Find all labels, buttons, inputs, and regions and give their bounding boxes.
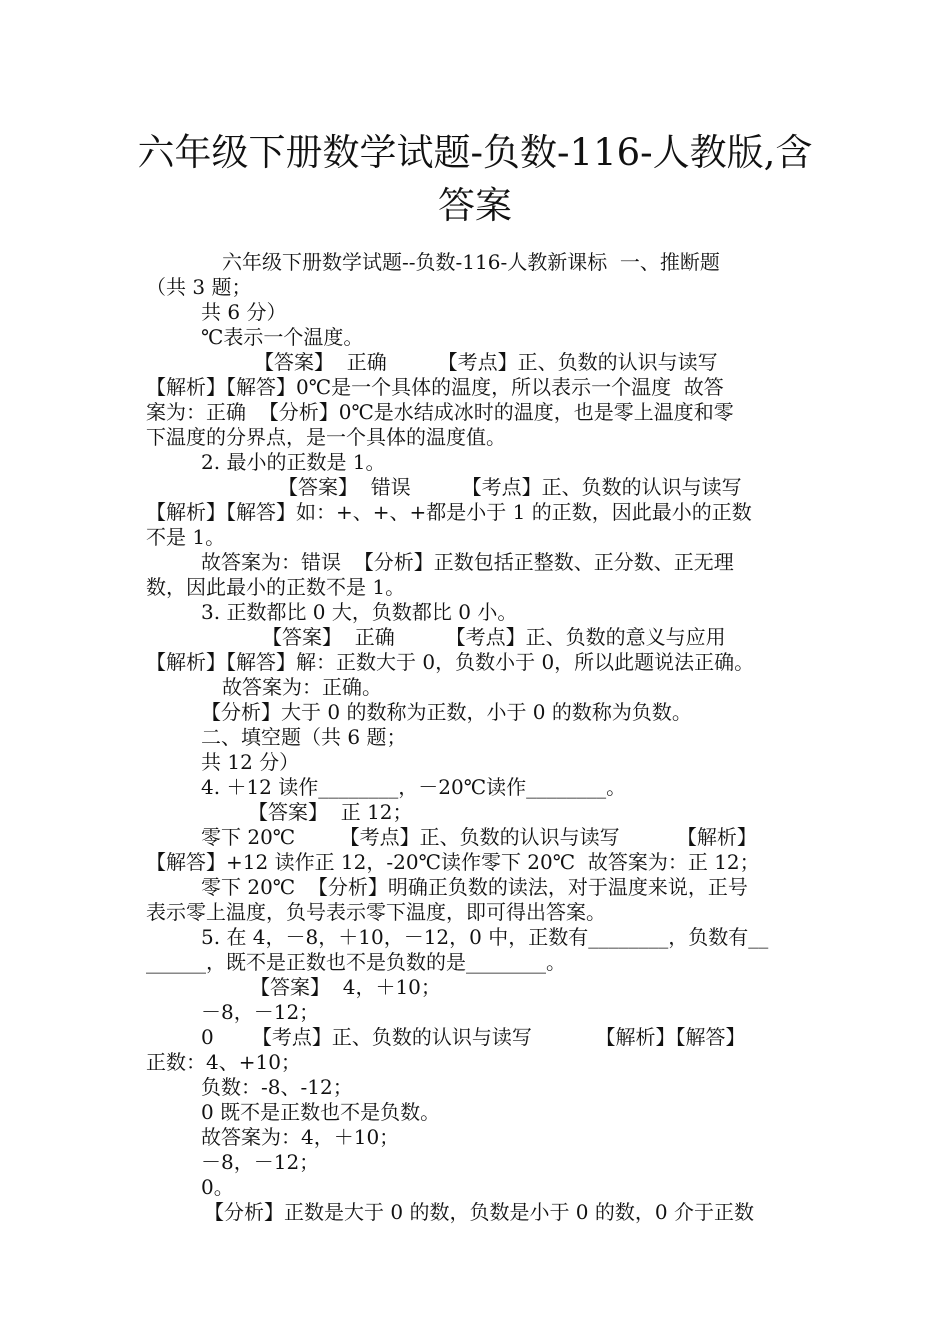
body-line: 共 12 分） — [201, 750, 300, 774]
body-line: 表示零上温度，负号表示零下温度，即可得出答案。 — [146, 900, 606, 924]
body-line: 正数：4、+10； — [146, 1050, 301, 1074]
body-line: 六年级下册数学试题--负数-116-人教新课标 一、推断题 — [222, 250, 720, 274]
document-title-line-1: 六年级下册数学试题-负数-116-人教版,含 — [137, 131, 813, 174]
body-line: －8，－12； — [201, 1150, 320, 1174]
body-line: 【解析】【解答】0℃是一个具体的温度，所以表示一个温度 故答 — [146, 375, 724, 399]
body-line: 【答案】 正确 【考点】正、负数的认识与读写 — [254, 350, 718, 374]
body-line: 案为：正确 【分析】0℃是水结成冰时的温度，也是零上温度和零 — [146, 400, 734, 424]
document-title-line-2: 答案 — [438, 184, 512, 227]
body-line: 【解析】【解答】解：正数大于 0，负数小于 0，所以此题说法正确。 — [146, 650, 755, 674]
body-line: ℃表示一个温度。 — [201, 325, 364, 349]
body-line: 故答案为：错误 【分析】正数包括正整数、正分数、正无理 — [201, 550, 734, 574]
body-line: 0 【考点】正、负数的认识与读写 【解析】【解答】 — [201, 1025, 746, 1049]
body-line: 故答案为：4，＋10； — [201, 1125, 400, 1149]
body-line: 数，因此最小的正数不是 1。 — [146, 575, 406, 599]
body-line: 【答案】 正 12； — [248, 800, 413, 824]
body-line: 0 既不是正数也不是负数。 — [201, 1100, 441, 1124]
body-line: 不是 1。 — [146, 525, 226, 549]
body-line: 故答案为：正确。 — [222, 675, 382, 699]
body-line: 5. 在 4，－8，＋10，－12，0 中，正数有________，负数有__ — [201, 925, 769, 949]
body-line: 4. ＋12 读作________，－20℃读作________。 — [201, 775, 627, 799]
body-line: 【分析】大于 0 的数称为正数，小于 0 的数称为负数。 — [201, 700, 692, 724]
body-line: 共 6 分） — [201, 300, 287, 324]
body-line: 【解析】【解答】如：+、+、+都是小于 1 的正数，因此最小的正数 — [146, 500, 752, 524]
body-line: 【答案】 正确 【考点】正、负数的意义与应用 — [262, 625, 726, 649]
body-line: 【解答】+12 读作正 12，-20℃读作零下 20℃ 故答案为：正 12； — [146, 850, 760, 874]
body-line: 负数：-8、-12； — [201, 1075, 353, 1099]
body-line: －8，－12； — [201, 1000, 320, 1024]
body-line: （共 3 题； — [146, 275, 252, 299]
body-line: 【答案】 错误 【考点】正、负数的认识与读写 — [278, 475, 742, 499]
body-line: 零下 20℃ 【分析】明确正负数的读法，对于温度来说，正号 — [201, 875, 748, 899]
body-line: 【答案】 4，＋10； — [250, 975, 441, 999]
body-line: 下温度的分界点，是一个具体的温度值。 — [146, 425, 506, 449]
body-line: 零下 20℃ 【考点】正、负数的认识与读写 【解析】 — [201, 825, 757, 849]
body-line: 0。 — [201, 1175, 234, 1199]
body-line: 二、填空题（共 6 题； — [201, 725, 407, 749]
body-line: 3. 正数都比 0 大，负数都比 0 小。 — [201, 600, 518, 624]
body-line: 【分析】正数是大于 0 的数，负数是小于 0 的数，0 介于正数 — [204, 1200, 754, 1224]
body-line: 2. 最小的正数是 1。 — [201, 450, 386, 474]
body-line: ______，既不是正数也不是负数的是________。 — [146, 950, 566, 974]
